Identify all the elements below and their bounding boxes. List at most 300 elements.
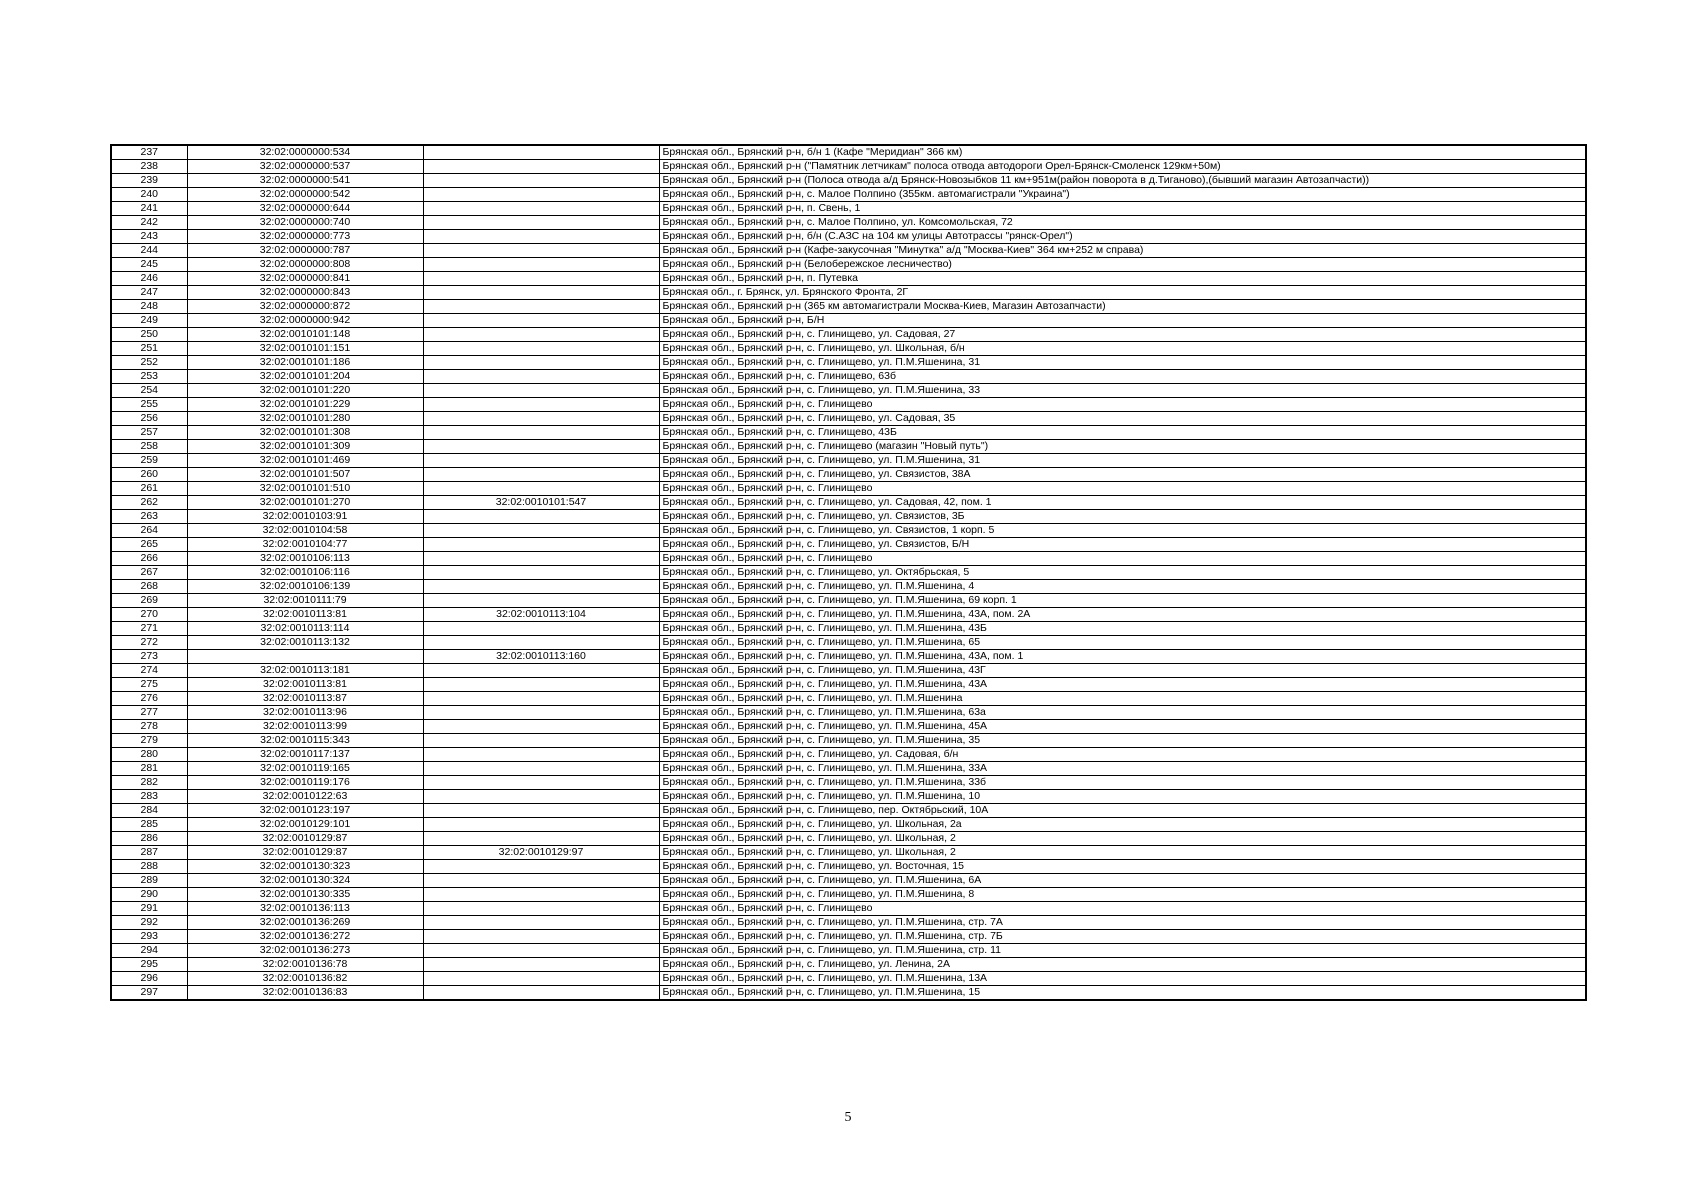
related-cadastral-number-cell xyxy=(423,580,659,594)
address-cell: Брянская обл., Брянский р-н, с. Малое Полпино, ул. Комсомольская, 72 xyxy=(659,216,1586,230)
row-number-cell: 281 xyxy=(111,762,187,776)
address-cell: Брянская обл., Брянский р-н ("Памятник летчикам" полоса отвода автодороги Орел-Брянск-Смоленск 129км+50м) xyxy=(659,160,1586,174)
row-number-cell: 292 xyxy=(111,916,187,930)
cadastral-number-cell: 32:02:0010130:335 xyxy=(187,888,423,902)
address-cell: Брянская обл., Брянский р-н, с. Глинищево, ул. П.М.Яшенина, стр. 7А xyxy=(659,916,1586,930)
table-row xyxy=(111,356,1586,370)
row-number-cell: 246 xyxy=(111,272,187,286)
table-row xyxy=(111,370,1586,384)
row-number-cell: 272 xyxy=(111,636,187,650)
address-cell: Брянская обл., Брянский р-н, с. Глинищево, ул. Садовая, б/н xyxy=(659,748,1586,762)
related-cadastral-number-cell xyxy=(423,678,659,692)
cadastral-number-cell: 32:02:0010101:204 xyxy=(187,370,423,384)
address-cell: Брянская обл., Брянский р-н, с. Глинищево, ул. П.М.Яшенина, 43А, пом. 2А xyxy=(659,608,1586,622)
related-cadastral-number-cell xyxy=(423,244,659,258)
table-row xyxy=(111,482,1586,496)
address-cell: Брянская обл., Брянский р-н, с. Глинищево, ул. П.М.Яшенина, 33А xyxy=(659,762,1586,776)
row-number-cell: 288 xyxy=(111,860,187,874)
address-cell: Брянская обл., Брянский р-н, б/н 1 (Кафе "Меридиан" 366 км) xyxy=(659,145,1586,160)
table-row xyxy=(111,258,1586,272)
table-row xyxy=(111,426,1586,440)
row-number-cell: 295 xyxy=(111,958,187,972)
row-number-cell: 267 xyxy=(111,566,187,580)
address-cell: Брянская обл., Брянский р-н, с. Глинищево, ул. П.М.Яшенина, 43А xyxy=(659,678,1586,692)
cadastral-number-cell: 32:02:0000000:787 xyxy=(187,244,423,258)
cadastral-number-cell: 32:02:0010106:139 xyxy=(187,580,423,594)
address-cell: Брянская обл., Брянский р-н, с. Глинищево xyxy=(659,902,1586,916)
cadastral-number-cell: 32:02:0000000:872 xyxy=(187,300,423,314)
address-cell: Брянская обл., Брянский р-н, п. Свень, 1 xyxy=(659,202,1586,216)
table-row xyxy=(111,440,1586,454)
table-row xyxy=(111,202,1586,216)
table-row xyxy=(111,902,1586,916)
related-cadastral-number-cell xyxy=(423,902,659,916)
related-cadastral-number-cell xyxy=(423,272,659,286)
table-row xyxy=(111,622,1586,636)
related-cadastral-number-cell xyxy=(423,804,659,818)
row-number-cell: 244 xyxy=(111,244,187,258)
cadastral-number-cell: 32:02:0010130:324 xyxy=(187,874,423,888)
related-cadastral-number-cell xyxy=(423,748,659,762)
related-cadastral-number-cell xyxy=(423,888,659,902)
table-row xyxy=(111,734,1586,748)
cadastral-number-cell: 32:02:0010129:101 xyxy=(187,818,423,832)
cadastral-number-cell: 32:02:0010136:78 xyxy=(187,958,423,972)
table-row xyxy=(111,804,1586,818)
address-cell: Брянская обл., Брянский р-н (Кафе-закусочная "Минутка" а/д "Москва-Киев" 364 км+252 м справа) xyxy=(659,244,1586,258)
table-row xyxy=(111,188,1586,202)
address-cell: Брянская обл., Брянский р-н, с. Глинищево (магазин "Новый путь") xyxy=(659,440,1586,454)
row-number-cell: 268 xyxy=(111,580,187,594)
table-row xyxy=(111,874,1586,888)
address-cell: Брянская обл., Брянский р-н, с. Глинищево, 43Б xyxy=(659,426,1586,440)
address-cell: Брянская обл., Брянский р-н, п. Путевка xyxy=(659,272,1586,286)
table-row xyxy=(111,328,1586,342)
table-row xyxy=(111,510,1586,524)
related-cadastral-number-cell xyxy=(423,524,659,538)
table-row xyxy=(111,216,1586,230)
related-cadastral-number-cell: 32:02:0010101:547 xyxy=(423,496,659,510)
cadastral-number-cell: 32:02:0010129:87 xyxy=(187,846,423,860)
related-cadastral-number-cell xyxy=(423,958,659,972)
row-number-cell: 270 xyxy=(111,608,187,622)
row-number-cell: 285 xyxy=(111,818,187,832)
table-row xyxy=(111,664,1586,678)
table-row xyxy=(111,272,1586,286)
address-cell: Брянская обл., Брянский р-н, с. Глинищево, 63б xyxy=(659,370,1586,384)
cadastral-number-cell: 32:02:0000000:740 xyxy=(187,216,423,230)
address-cell: Брянская обл., Брянский р-н (Белобережское лесничество) xyxy=(659,258,1586,272)
related-cadastral-number-cell xyxy=(423,594,659,608)
table-row xyxy=(111,706,1586,720)
related-cadastral-number-cell xyxy=(423,664,659,678)
row-number-cell: 237 xyxy=(111,145,187,160)
related-cadastral-number-cell xyxy=(423,174,659,188)
address-cell: Брянская обл., Брянский р-н, с. Глинищево, ул. Связистов, 38А xyxy=(659,468,1586,482)
table-row xyxy=(111,636,1586,650)
related-cadastral-number-cell xyxy=(423,734,659,748)
cadastral-number-cell: 32:02:0010101:308 xyxy=(187,426,423,440)
row-number-cell: 276 xyxy=(111,692,187,706)
table-row xyxy=(111,944,1586,958)
address-cell: Брянская обл., Брянский р-н, с. Глинищево, ул. П.М.Яшенина, 31 xyxy=(659,356,1586,370)
table-row xyxy=(111,496,1586,510)
table-row xyxy=(111,454,1586,468)
cadastral-number-cell: 32:02:0010119:165 xyxy=(187,762,423,776)
row-number-cell: 262 xyxy=(111,496,187,510)
related-cadastral-number-cell xyxy=(423,776,659,790)
cadastral-number-cell: 32:02:0010113:114 xyxy=(187,622,423,636)
cadastral-number-cell: 32:02:0000000:644 xyxy=(187,202,423,216)
table-row xyxy=(111,986,1586,1001)
related-cadastral-number-cell: 32:02:0010113:160 xyxy=(423,650,659,664)
related-cadastral-number-cell xyxy=(423,216,659,230)
table-row xyxy=(111,342,1586,356)
related-cadastral-number-cell xyxy=(423,944,659,958)
related-cadastral-number-cell xyxy=(423,286,659,300)
related-cadastral-number-cell xyxy=(423,454,659,468)
related-cadastral-number-cell xyxy=(423,230,659,244)
property-registry-table xyxy=(110,144,1587,1001)
table-row xyxy=(111,580,1586,594)
cadastral-number-cell: 32:02:0010136:82 xyxy=(187,972,423,986)
address-cell: Брянская обл., Брянский р-н, с. Глинищево, ул. П.М.Яшенина, 15 xyxy=(659,986,1586,1001)
row-number-cell: 250 xyxy=(111,328,187,342)
row-number-cell: 282 xyxy=(111,776,187,790)
address-cell: Брянская обл., Брянский р-н, с. Глинищево, ул. Садовая, 42, пом. 1 xyxy=(659,496,1586,510)
cadastral-number-cell: 32:02:0000000:537 xyxy=(187,160,423,174)
related-cadastral-number-cell xyxy=(423,706,659,720)
address-cell: Брянская обл., Брянский р-н, Б/Н xyxy=(659,314,1586,328)
row-number-cell: 240 xyxy=(111,188,187,202)
cadastral-number-cell: 32:02:0010103:91 xyxy=(187,510,423,524)
address-cell: Брянская обл., Брянский р-н, с. Глинищево, ул. П.М.Яшенина, 43Б xyxy=(659,622,1586,636)
address-cell: Брянская обл., Брянский р-н, с. Глинищево, ул. П.М.Яшенина, 43Г xyxy=(659,664,1586,678)
cadastral-number-cell: 32:02:0010113:99 xyxy=(187,720,423,734)
row-number-cell: 252 xyxy=(111,356,187,370)
row-number-cell: 251 xyxy=(111,342,187,356)
related-cadastral-number-cell xyxy=(423,202,659,216)
row-number-cell: 294 xyxy=(111,944,187,958)
row-number-cell: 287 xyxy=(111,846,187,860)
cadastral-number-cell: 32:02:0010136:273 xyxy=(187,944,423,958)
cadastral-number-cell: 32:02:0000000:541 xyxy=(187,174,423,188)
row-number-cell: 284 xyxy=(111,804,187,818)
table-row xyxy=(111,286,1586,300)
row-number-cell: 263 xyxy=(111,510,187,524)
row-number-cell: 238 xyxy=(111,160,187,174)
related-cadastral-number-cell xyxy=(423,300,659,314)
row-number-cell: 255 xyxy=(111,398,187,412)
row-number-cell: 243 xyxy=(111,230,187,244)
cadastral-number-cell: 32:02:0010104:58 xyxy=(187,524,423,538)
related-cadastral-number-cell xyxy=(423,468,659,482)
related-cadastral-number-cell xyxy=(423,328,659,342)
table-row xyxy=(111,398,1586,412)
cadastral-number-cell: 32:02:0010123:197 xyxy=(187,804,423,818)
related-cadastral-number-cell xyxy=(423,874,659,888)
related-cadastral-number-cell xyxy=(423,188,659,202)
row-number-cell: 248 xyxy=(111,300,187,314)
row-number-cell: 297 xyxy=(111,986,187,1001)
address-cell: Брянская обл., Брянский р-н, с. Глинищево, ул. П.М.Яшенина xyxy=(659,692,1586,706)
row-number-cell: 253 xyxy=(111,370,187,384)
cadastral-number-cell: 32:02:0000000:534 xyxy=(187,145,423,160)
cadastral-number-cell: 32:02:0000000:773 xyxy=(187,230,423,244)
related-cadastral-number-cell xyxy=(423,972,659,986)
cadastral-number-cell: 32:02:0010136:272 xyxy=(187,930,423,944)
row-number-cell: 247 xyxy=(111,286,187,300)
address-cell: Брянская обл., Брянский р-н, с. Глинищево, ул. Школьная, 2а xyxy=(659,818,1586,832)
table-row xyxy=(111,566,1586,580)
table-row xyxy=(111,832,1586,846)
row-number-cell: 283 xyxy=(111,790,187,804)
address-cell: Брянская обл., Брянский р-н, с. Малое Полпино (355км. автомагистрали "Украина") xyxy=(659,188,1586,202)
related-cadastral-number-cell xyxy=(423,356,659,370)
cadastral-number-cell: 32:02:0000000:843 xyxy=(187,286,423,300)
address-cell: Брянская обл., Брянский р-н, с. Глинищево, ул. Октябрьская, 5 xyxy=(659,566,1586,580)
row-number-cell: 241 xyxy=(111,202,187,216)
address-cell: Брянская обл., Брянский р-н, с. Глинищево, ул. Связистов, Б/Н xyxy=(659,538,1586,552)
cadastral-number-cell: 32:02:0010101:148 xyxy=(187,328,423,342)
related-cadastral-number-cell xyxy=(423,342,659,356)
row-number-cell: 249 xyxy=(111,314,187,328)
related-cadastral-number-cell xyxy=(423,160,659,174)
row-number-cell: 280 xyxy=(111,748,187,762)
cadastral-number-cell: 32:02:0010117:137 xyxy=(187,748,423,762)
cadastral-number-cell: 32:02:0010101:270 xyxy=(187,496,423,510)
related-cadastral-number-cell xyxy=(423,314,659,328)
row-number-cell: 286 xyxy=(111,832,187,846)
address-cell: Брянская обл., Брянский р-н, с. Глинищево, ул. П.М.Яшенина, 4 xyxy=(659,580,1586,594)
related-cadastral-number-cell xyxy=(423,916,659,930)
cadastral-number-cell: 32:02:0010129:87 xyxy=(187,832,423,846)
address-cell: Брянская обл., Брянский р-н, с. Глинищево, ул. Садовая, 35 xyxy=(659,412,1586,426)
row-number-cell: 289 xyxy=(111,874,187,888)
address-cell: Брянская обл., Брянский р-н, с. Глинищево xyxy=(659,482,1586,496)
row-number-cell: 266 xyxy=(111,552,187,566)
address-cell: Брянская обл., Брянский р-н, с. Глинищево, ул. Ленина, 2А xyxy=(659,958,1586,972)
table-row xyxy=(111,412,1586,426)
table-row xyxy=(111,468,1586,482)
row-number-cell: 269 xyxy=(111,594,187,608)
cadastral-number-cell xyxy=(187,650,423,664)
address-cell: Брянская обл., Брянский р-н, с. Глинищево, ул. Связистов, 1 корп. 5 xyxy=(659,524,1586,538)
table-row xyxy=(111,594,1586,608)
table-row xyxy=(111,888,1586,902)
related-cadastral-number-cell xyxy=(423,860,659,874)
address-cell: Брянская обл., Брянский р-н, с. Глинищево, ул. Школьная, б/н xyxy=(659,342,1586,356)
table-row xyxy=(111,720,1586,734)
table-row xyxy=(111,608,1586,622)
cadastral-number-cell: 32:02:0000000:942 xyxy=(187,314,423,328)
row-number-cell: 265 xyxy=(111,538,187,552)
related-cadastral-number-cell xyxy=(423,818,659,832)
row-number-cell: 279 xyxy=(111,734,187,748)
related-cadastral-number-cell xyxy=(423,510,659,524)
table-row xyxy=(111,930,1586,944)
row-number-cell: 258 xyxy=(111,440,187,454)
row-number-cell: 296 xyxy=(111,972,187,986)
row-number-cell: 273 xyxy=(111,650,187,664)
table-row xyxy=(111,972,1586,986)
row-number-cell: 293 xyxy=(111,930,187,944)
page-number: 5 xyxy=(844,1110,852,1125)
address-cell: Брянская обл., Брянский р-н, с. Глинищево, ул. Садовая, 27 xyxy=(659,328,1586,342)
table-row xyxy=(111,958,1586,972)
cadastral-number-cell: 32:02:0010130:323 xyxy=(187,860,423,874)
cadastral-number-cell: 32:02:0010136:83 xyxy=(187,986,423,1001)
row-number-cell: 254 xyxy=(111,384,187,398)
cadastral-number-cell: 32:02:0010101:507 xyxy=(187,468,423,482)
table-row xyxy=(111,230,1586,244)
related-cadastral-number-cell xyxy=(423,370,659,384)
address-cell: Брянская обл., Брянский р-н, с. Глинищево, ул. П.М.Яшенина, 35 xyxy=(659,734,1586,748)
address-cell: Брянская обл., Брянский р-н, с. Глинищево, ул. П.М.Яшенина, стр. 7Б xyxy=(659,930,1586,944)
table-row xyxy=(111,650,1586,664)
row-number-cell: 259 xyxy=(111,454,187,468)
related-cadastral-number-cell xyxy=(423,986,659,1001)
table-row xyxy=(111,748,1586,762)
row-number-cell: 260 xyxy=(111,468,187,482)
row-number-cell: 278 xyxy=(111,720,187,734)
table-row xyxy=(111,818,1586,832)
table-row xyxy=(111,860,1586,874)
cadastral-number-cell: 32:02:0010101:510 xyxy=(187,482,423,496)
table-row xyxy=(111,244,1586,258)
related-cadastral-number-cell xyxy=(423,930,659,944)
table-row xyxy=(111,776,1586,790)
cadastral-number-cell: 32:02:0010101:309 xyxy=(187,440,423,454)
cadastral-number-cell: 32:02:0010119:176 xyxy=(187,776,423,790)
table-row xyxy=(111,174,1586,188)
related-cadastral-number-cell xyxy=(423,258,659,272)
address-cell: Брянская обл., Брянский р-н, с. Глинищево, ул. П.М.Яшенина, 69 корп. 1 xyxy=(659,594,1586,608)
cadastral-number-cell: 32:02:0010101:151 xyxy=(187,342,423,356)
related-cadastral-number-cell xyxy=(423,692,659,706)
cadastral-number-cell: 32:02:0010113:87 xyxy=(187,692,423,706)
cadastral-number-cell: 32:02:0010113:132 xyxy=(187,636,423,650)
related-cadastral-number-cell xyxy=(423,622,659,636)
cadastral-number-cell: 32:02:0010106:113 xyxy=(187,552,423,566)
table-row xyxy=(111,314,1586,328)
address-cell: Брянская обл., Брянский р-н, с. Глинищево xyxy=(659,552,1586,566)
address-cell: Брянская обл., Брянский р-н (Полоса отвода а/д Брянск-Новозыбков 11 км+951м(район поворота в д.Тиганово),(бывший магазин Автозапчасти)) xyxy=(659,174,1586,188)
address-cell: Брянская обл., Брянский р-н, с. Глинищево, ул. П.М.Яшенина, 45А xyxy=(659,720,1586,734)
address-cell: Брянская обл., Брянский р-н, с. Глинищево, ул. Школьная, 2 xyxy=(659,832,1586,846)
table-row xyxy=(111,160,1586,174)
address-cell: Брянская обл., Брянский р-н, с. Глинищево, ул. П.М.Яшенина, 10 xyxy=(659,790,1586,804)
row-number-cell: 256 xyxy=(111,412,187,426)
cadastral-number-cell: 32:02:0010101:220 xyxy=(187,384,423,398)
related-cadastral-number-cell xyxy=(423,552,659,566)
row-number-cell: 245 xyxy=(111,258,187,272)
table-row xyxy=(111,384,1586,398)
cadastral-number-cell: 32:02:0010115:343 xyxy=(187,734,423,748)
address-cell: Брянская обл., Брянский р-н (365 км автомагистрали Москва-Киев, Магазин Автозапчасти) xyxy=(659,300,1586,314)
table-row xyxy=(111,145,1586,160)
cadastral-number-cell: 32:02:0010136:113 xyxy=(187,902,423,916)
address-cell: Брянская обл., Брянский р-н, с. Глинищево, ул. П.М.Яшенина, 33б xyxy=(659,776,1586,790)
row-number-cell: 277 xyxy=(111,706,187,720)
cadastral-number-cell: 32:02:0010104:77 xyxy=(187,538,423,552)
cadastral-number-cell: 32:02:0010101:280 xyxy=(187,412,423,426)
row-number-cell: 274 xyxy=(111,664,187,678)
related-cadastral-number-cell xyxy=(423,636,659,650)
row-number-cell: 275 xyxy=(111,678,187,692)
related-cadastral-number-cell xyxy=(423,566,659,580)
related-cadastral-number-cell xyxy=(423,482,659,496)
cadastral-number-cell: 32:02:0010101:186 xyxy=(187,356,423,370)
registry-table-body xyxy=(111,145,1586,1000)
table-row xyxy=(111,552,1586,566)
table-row xyxy=(111,538,1586,552)
cadastral-number-cell: 32:02:0010113:81 xyxy=(187,678,423,692)
related-cadastral-number-cell xyxy=(423,145,659,160)
table-row xyxy=(111,762,1586,776)
cadastral-number-cell: 32:02:0010122:63 xyxy=(187,790,423,804)
address-cell: Брянская обл., Брянский р-н, с. Глинищево, ул. П.М.Яшенина, 13А xyxy=(659,972,1586,986)
row-number-cell: 257 xyxy=(111,426,187,440)
row-number-cell: 242 xyxy=(111,216,187,230)
related-cadastral-number-cell xyxy=(423,412,659,426)
cadastral-number-cell: 32:02:0010101:229 xyxy=(187,398,423,412)
table-row xyxy=(111,524,1586,538)
cadastral-number-cell: 32:02:0000000:542 xyxy=(187,188,423,202)
address-cell: Брянская обл., Брянский р-н, с. Глинищево, ул. П.М.Яшенина, 43А, пом. 1 xyxy=(659,650,1586,664)
address-cell: Брянская обл., Брянский р-н, с. Глинищево, ул. Школьная, 2 xyxy=(659,846,1586,860)
table-row xyxy=(111,846,1586,860)
address-cell: Брянская обл., Брянский р-н, б/н (С.АЗС на 104 км улицы Автотрассы "рянск-Орел") xyxy=(659,230,1586,244)
address-cell: Брянская обл., Брянский р-н, с. Глинищево, ул. П.М.Яшенина, 63а xyxy=(659,706,1586,720)
row-number-cell: 291 xyxy=(111,902,187,916)
address-cell: Брянская обл., Брянский р-н, с. Глинищево, ул. П.М.Яшенина, 33 xyxy=(659,384,1586,398)
related-cadastral-number-cell xyxy=(423,398,659,412)
address-cell: Брянская обл., Брянский р-н, с. Глинищево xyxy=(659,398,1586,412)
table-row xyxy=(111,678,1586,692)
table-row xyxy=(111,300,1586,314)
related-cadastral-number-cell xyxy=(423,440,659,454)
row-number-cell: 290 xyxy=(111,888,187,902)
related-cadastral-number-cell xyxy=(423,790,659,804)
cadastral-number-cell: 32:02:0010113:81 xyxy=(187,608,423,622)
address-cell: Брянская обл., Брянский р-н, с. Глинищево, ул. Восточная, 15 xyxy=(659,860,1586,874)
cadastral-number-cell: 32:02:0000000:808 xyxy=(187,258,423,272)
address-cell: Брянская обл., Брянский р-н, с. Глинищево, ул. П.М.Яшенина, 6А xyxy=(659,874,1586,888)
cadastral-number-cell: 32:02:0010113:96 xyxy=(187,706,423,720)
related-cadastral-number-cell xyxy=(423,832,659,846)
related-cadastral-number-cell: 32:02:0010113:104 xyxy=(423,608,659,622)
address-cell: Брянская обл., Брянский р-н, с. Глинищево, пер. Октябрьский, 10А xyxy=(659,804,1586,818)
cadastral-number-cell: 32:02:0010136:269 xyxy=(187,916,423,930)
cadastral-number-cell: 32:02:0010111:79 xyxy=(187,594,423,608)
row-number-cell: 239 xyxy=(111,174,187,188)
row-number-cell: 271 xyxy=(111,622,187,636)
related-cadastral-number-cell xyxy=(423,762,659,776)
table-row xyxy=(111,790,1586,804)
related-cadastral-number-cell xyxy=(423,426,659,440)
cadastral-number-cell: 32:02:0000000:841 xyxy=(187,272,423,286)
address-cell: Брянская обл., Брянский р-н, с. Глинищево, ул. П.М.Яшенина, 8 xyxy=(659,888,1586,902)
related-cadastral-number-cell xyxy=(423,538,659,552)
table-row xyxy=(111,692,1586,706)
cadastral-number-cell: 32:02:0010101:469 xyxy=(187,454,423,468)
row-number-cell: 261 xyxy=(111,482,187,496)
address-cell: Брянская обл., г. Брянск, ул. Брянского Фронта, 2Г xyxy=(659,286,1586,300)
related-cadastral-number-cell: 32:02:0010129:97 xyxy=(423,846,659,860)
table-row xyxy=(111,916,1586,930)
address-cell: Брянская обл., Брянский р-н, с. Глинищево, ул. П.М.Яшенина, стр. 11 xyxy=(659,944,1586,958)
